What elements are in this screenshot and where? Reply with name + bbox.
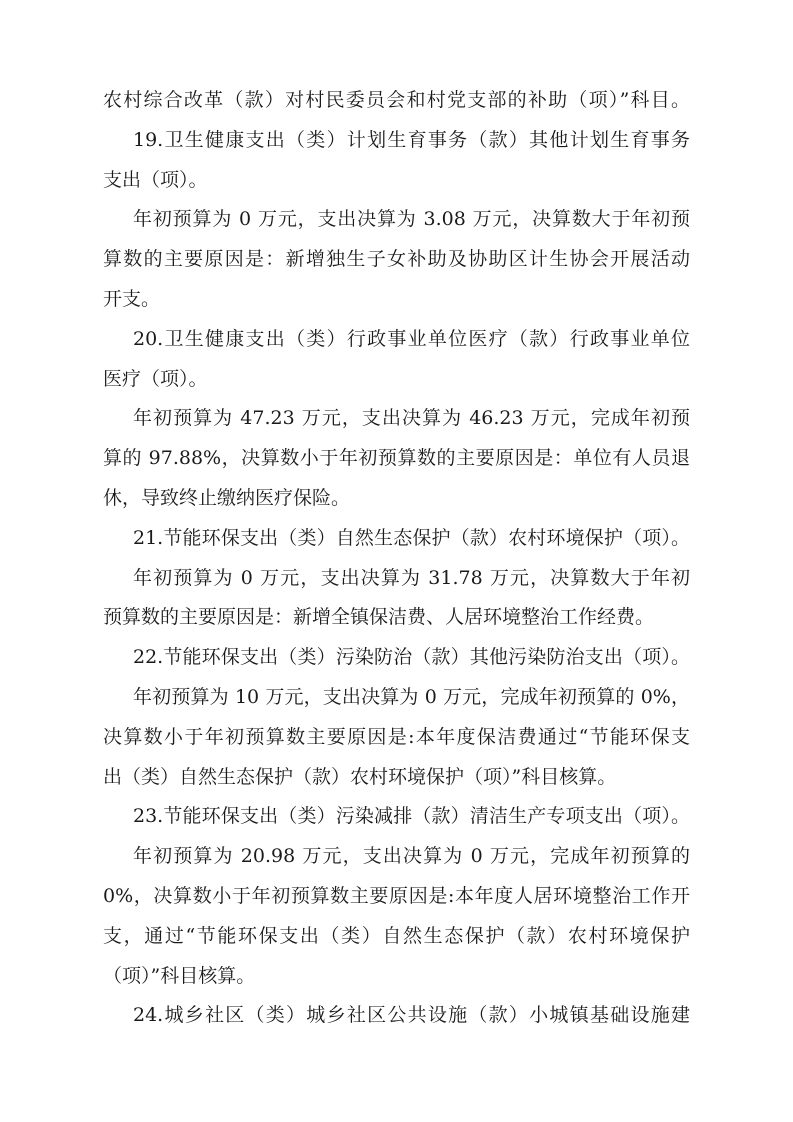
paragraph-line: 休，导致终止缴纳医疗保险。 — [103, 487, 351, 509]
paragraph-line: 21.节能环保支出（类）自然生态保护（款）农村环境保护（项）。 — [133, 526, 690, 549]
paragraph-line: 年初预算为 0 万元，支出决算为 31.78 万元，决算数大于年初 — [133, 566, 690, 589]
paragraph-line: 农村综合改革（款）对村民委员会和村党支部的补助（项）”科目。 — [103, 89, 690, 111]
paragraph-line: 算的 97.88%，决算数小于年初预算数的主要原因是：单位有人员退 — [103, 447, 690, 470]
paragraph-line: （项）”科目核算。 — [103, 964, 256, 987]
paragraph-line: 20.卫生健康支出（类）行政事业单位医疗（款）行政事业单位 — [133, 327, 690, 350]
paragraph-line: 23.节能环保支出（类）污染减排（款）清洁生产专项支出（项）。 — [133, 805, 690, 828]
paragraph-line: 19.卫生健康支出（类）计划生育事务（款）其他计划生育事务 — [133, 128, 690, 151]
paragraph-line: 医疗（项）。 — [103, 367, 208, 390]
paragraph-line: 预算数的主要原因是：新增全镇保洁费、人居环境整治工作经费。 — [103, 606, 655, 629]
paragraph-line: 年初预算为 10 万元，支出决算为 0 万元，完成年初预算的 0%， — [133, 686, 690, 708]
paragraph-line: 年初预算为 0 万元，支出决算为 3.08 万元，决算数大于年初预 — [133, 208, 690, 231]
paragraph-line: 22.节能环保支出（类）污染防治（款）其他污染防治支出（项）。 — [133, 646, 690, 669]
paragraph-line: 年初预算为 47.23 万元，支出决算为 46.23 万元，完成年初预 — [133, 407, 690, 430]
paragraph-line: 支，通过“节能环保支出（类）自然生态保护（款）农村环境保护 — [103, 924, 690, 947]
paragraph-line: 24.城乡社区（类）城乡社区公共设施（款）小城镇基础设施建 — [133, 1004, 690, 1027]
paragraph-line: 开支。 — [103, 288, 161, 310]
paragraph-line: 支出（项）。 — [103, 168, 208, 191]
paragraph-line: 算数的主要原因是：新增独生子女补助及协助区计生协会开展活动 — [103, 248, 690, 271]
paragraph-line: 0%，决算数小于年初预算数主要原因是:本年度人居环境整治工作开 — [103, 885, 690, 907]
paragraph-line: 决算数小于年初预算数主要原因是:本年度保洁费通过“节能环保支 — [103, 725, 690, 748]
paragraph-line: 出（类）自然生态保护（款）农村环境保护（项）”科目核算。 — [103, 765, 617, 788]
paragraph-line: 年初预算为 20.98 万元，支出决算为 0 万元，完成年初预算的 — [133, 845, 690, 868]
